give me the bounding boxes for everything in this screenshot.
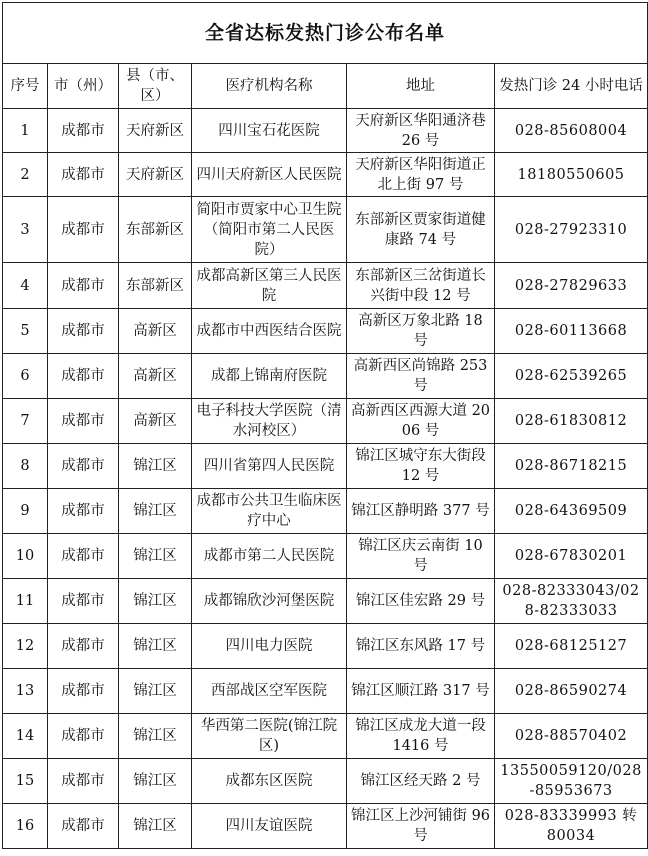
cell-institution-name: 四川电力医院 [192,624,347,669]
cell-address: 东部新区贾家街道健康路 74 号 [347,197,495,263]
table-body [3,109,648,849]
table-row [3,444,648,489]
cell-address: 天府新区华阳街道正北上街 97 号 [347,153,495,197]
table-row [3,534,648,579]
col-header-county: 县（市、区） [119,64,192,109]
cell-city: 成都市 [48,197,119,263]
cell-seq: 1 [3,109,48,153]
cell-address: 高新西区尚锦路 253 号 [347,354,495,399]
cell-seq: 11 [3,579,48,624]
table-row [3,624,648,669]
cell-county: 锦江区 [119,669,192,714]
cell-county: 高新区 [119,354,192,399]
cell-phone: 028-82333043/028-82333033 [495,579,648,624]
cell-city: 成都市 [48,309,119,354]
cell-seq: 13 [3,669,48,714]
cell-county: 锦江区 [119,489,192,534]
cell-institution-name: 四川宝石花医院 [192,109,347,153]
table-row [3,669,648,714]
cell-county: 天府新区 [119,109,192,153]
cell-seq: 5 [3,309,48,354]
cell-institution-name: 成都市公共卫生临床医疗中心 [192,489,347,534]
cell-address: 高新区万象北路 18 号 [347,309,495,354]
cell-institution-name: 成都锦欣沙河堡医院 [192,579,347,624]
cell-seq: 10 [3,534,48,579]
cell-seq: 12 [3,624,48,669]
cell-city: 成都市 [48,534,119,579]
table-row [3,153,648,197]
cell-city: 成都市 [48,489,119,534]
cell-address: 锦江区成龙大道一段 1416 号 [347,714,495,759]
cell-seq: 2 [3,153,48,197]
cell-institution-name: 华西第二医院(锦江院区) [192,714,347,759]
cell-county: 天府新区 [119,153,192,197]
cell-phone: 028-67830201 [495,534,648,579]
cell-phone: 028-85608004 [495,109,648,153]
cell-phone: 028-64369509 [495,489,648,534]
cell-city: 成都市 [48,669,119,714]
cell-city: 成都市 [48,399,119,444]
table-row [3,714,648,759]
cell-address: 锦江区顺江路 317 号 [347,669,495,714]
cell-seq: 16 [3,804,48,849]
page-title: 全省达标发热门诊公布名单 [3,3,648,64]
cell-address: 锦江区城守东大街段 12 号 [347,444,495,489]
cell-institution-name: 四川友谊医院 [192,804,347,849]
cell-county: 锦江区 [119,534,192,579]
cell-address: 锦江区经天路 2 号 [347,759,495,804]
cell-address: 锦江区东风路 17 号 [347,624,495,669]
cell-county: 高新区 [119,399,192,444]
cell-seq: 15 [3,759,48,804]
table-row [3,354,648,399]
cell-phone: 028-27923310 [495,197,648,263]
table-row [3,197,648,263]
cell-seq: 7 [3,399,48,444]
table-row [3,399,648,444]
cell-address: 高新西区西源大道 2006 号 [347,399,495,444]
cell-county: 锦江区 [119,579,192,624]
col-header-address: 地址 [347,64,495,109]
cell-seq: 14 [3,714,48,759]
cell-county: 锦江区 [119,714,192,759]
cell-seq: 6 [3,354,48,399]
cell-institution-name: 成都市第二人民医院 [192,534,347,579]
cell-address: 锦江区佳宏路 29 号 [347,579,495,624]
cell-county: 高新区 [119,309,192,354]
cell-address: 锦江区上沙河铺街 96 号 [347,804,495,849]
table-row [3,309,648,354]
cell-phone: 028-86590274 [495,669,648,714]
cell-address: 锦江区庆云南街 10 号 [347,534,495,579]
cell-seq: 9 [3,489,48,534]
cell-phone: 028-68125127 [495,624,648,669]
col-header-seq: 序号 [3,64,48,109]
cell-institution-name: 简阳市贾家中心卫生院（简阳市第二人民医院） [192,197,347,263]
cell-phone: 028-27829633 [495,263,648,309]
cell-address: 天府新区华阳通济巷 26 号 [347,109,495,153]
cell-county: 锦江区 [119,444,192,489]
col-header-phone: 发热门诊 24 小时电话 [495,64,648,109]
table-row [3,804,648,849]
table-row [3,759,648,804]
cell-institution-name: 四川天府新区人民医院 [192,153,347,197]
cell-city: 成都市 [48,354,119,399]
fever-clinic-table [2,2,648,849]
cell-phone: 028-88570402 [495,714,648,759]
cell-institution-name: 成都市中西医结合医院 [192,309,347,354]
cell-city: 成都市 [48,444,119,489]
table-row [3,579,648,624]
cell-phone: 028-86718215 [495,444,648,489]
cell-institution-name: 四川省第四人民医院 [192,444,347,489]
cell-county: 东部新区 [119,263,192,309]
cell-phone: 028-60113668 [495,309,648,354]
cell-county: 东部新区 [119,197,192,263]
col-header-city: 市（州） [48,64,119,109]
cell-city: 成都市 [48,263,119,309]
cell-county: 锦江区 [119,804,192,849]
cell-county: 锦江区 [119,624,192,669]
cell-institution-name: 电子科技大学医院（清水河校区） [192,399,347,444]
header-row [3,64,648,109]
table-row [3,489,648,534]
cell-address: 锦江区静明路 377 号 [347,489,495,534]
cell-county: 锦江区 [119,759,192,804]
col-header-name: 医疗机构名称 [192,64,347,109]
cell-institution-name: 西部战区空军医院 [192,669,347,714]
cell-phone: 028-62539265 [495,354,648,399]
table-row [3,109,648,153]
cell-institution-name: 成都高新区第三人民医院 [192,263,347,309]
cell-seq: 3 [3,197,48,263]
cell-institution-name: 成都东区医院 [192,759,347,804]
table-row [3,263,648,309]
cell-city: 成都市 [48,579,119,624]
cell-address: 东部新区三岔街道长兴街中段 12 号 [347,263,495,309]
cell-institution-name: 成都上锦南府医院 [192,354,347,399]
cell-phone: 18180550605 [495,153,648,197]
cell-city: 成都市 [48,624,119,669]
cell-city: 成都市 [48,153,119,197]
cell-city: 成都市 [48,714,119,759]
cell-phone: 13550059120/028-85953673 [495,759,648,804]
cell-city: 成都市 [48,804,119,849]
cell-city: 成都市 [48,759,119,804]
cell-seq: 8 [3,444,48,489]
cell-city: 成都市 [48,109,119,153]
cell-phone: 028-61830812 [495,399,648,444]
cell-phone: 028-83339993 转 80034 [495,804,648,849]
cell-seq: 4 [3,263,48,309]
